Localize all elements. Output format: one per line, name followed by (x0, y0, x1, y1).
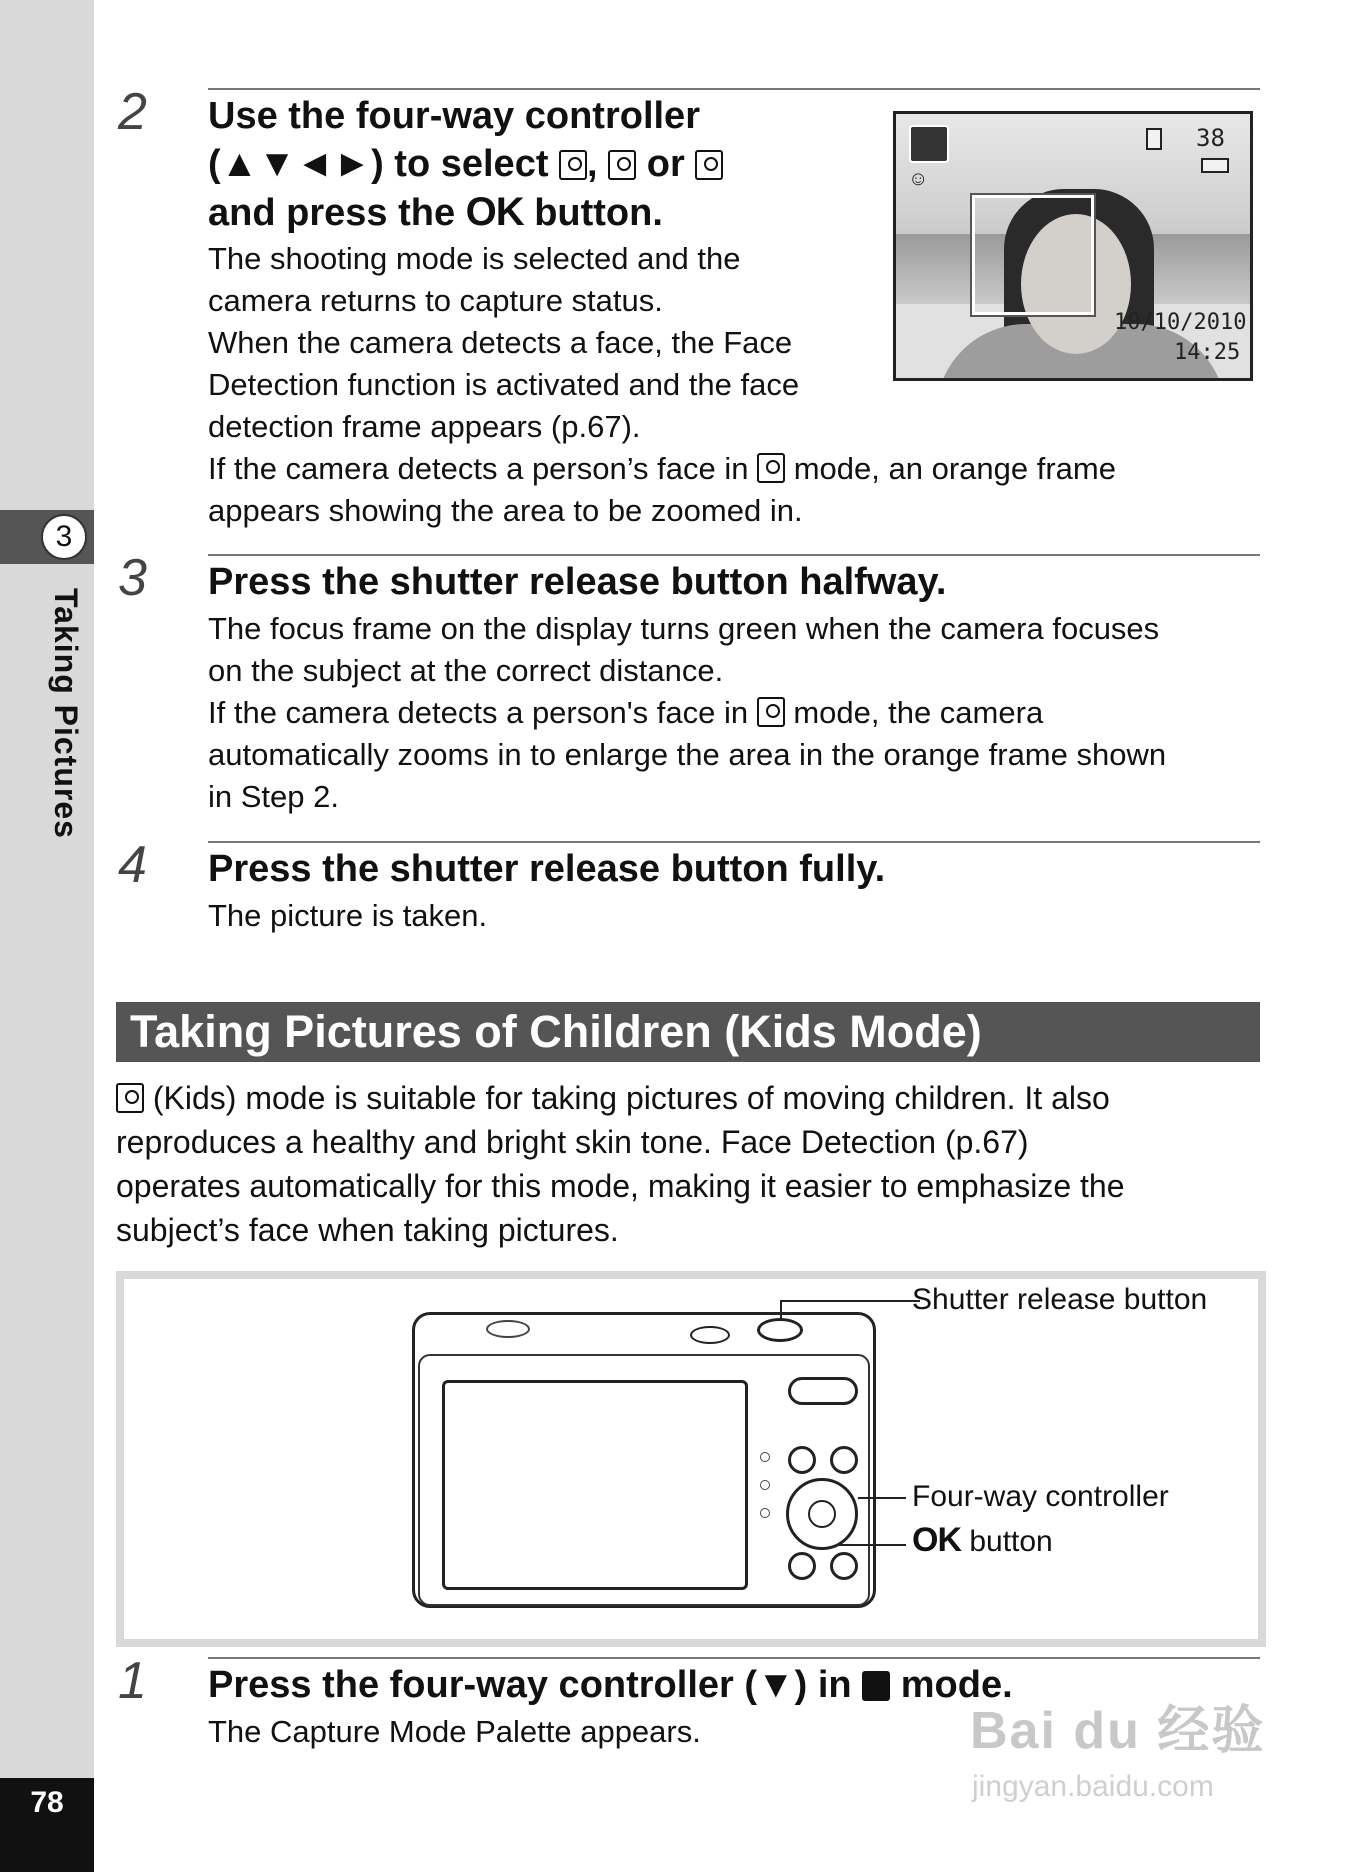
kids-mode-icon (116, 1083, 144, 1113)
step-2-body-line: The shooting mode is selected and the (208, 241, 741, 276)
callout-shutter-release: Shutter release button (912, 1283, 1208, 1316)
section-title: Taking Pictures of Children (Kids Mode) (130, 1006, 982, 1057)
chapter-title: Taking Pictures (48, 588, 84, 839)
heading-text: button. (523, 192, 663, 234)
intro-line: operates automatically for this mode, making it easier to emphasize the (116, 1168, 1125, 1204)
callout-ok-button (912, 1522, 1053, 1560)
heading-text: (▲▼◄►) to select (208, 143, 560, 185)
shooting-mode-icon (909, 125, 949, 163)
face-detection-icon: ☺ (908, 168, 929, 190)
camera-screen (442, 1380, 748, 1590)
body-text: mode, an orange frame (785, 451, 1116, 486)
step-3-body-line (208, 692, 1043, 734)
shutter-leader-line (780, 1300, 782, 1320)
step-3-heading: Press the shutter release button halfway. (208, 561, 947, 603)
section-intro (116, 1076, 1266, 1252)
camera-lcd-preview (893, 111, 1253, 381)
lcd-date: 10/10/2010 (1114, 310, 1247, 335)
step-divider (208, 1657, 1260, 1659)
intro-line (116, 1076, 1266, 1120)
playback-button (788, 1446, 816, 1474)
camera-indicator-led (760, 1480, 770, 1490)
auto-picture-mode-icon (608, 150, 636, 180)
ok-leader-line (836, 1544, 906, 1546)
baidu-watermark-url: jingyan.baidu.com (972, 1770, 1214, 1803)
step-divider (208, 554, 1260, 556)
step-3-body-line: automatically zooms in to enlarge the area in the orange frame shown (208, 737, 1167, 772)
green-button (830, 1446, 858, 1474)
portrait-mode-icon (559, 150, 587, 180)
portrait-mode-icon (757, 453, 785, 483)
step-3-number: 3 (118, 549, 147, 607)
ok-button (808, 1500, 836, 1528)
face-detection-frame (972, 195, 1094, 315)
heading-text: mode. (890, 1664, 1013, 1706)
shutter-release-button (757, 1318, 803, 1342)
step-3-body-line: The focus frame on the display turns green when the camera focuses (208, 611, 1160, 646)
step-2-extra-line-1 (208, 448, 1116, 490)
heading-text: Press the four-way controller (▼) in (208, 1664, 863, 1706)
body-text: If the camera detects a person's face in (208, 695, 757, 730)
camera-indicator-led (760, 1508, 770, 1518)
step-1-heading (208, 1663, 1013, 1707)
step-4-heading: Press the shutter release button fully. (208, 848, 886, 890)
baidu-watermark: Bai du 经验 (970, 1702, 1266, 1760)
ok-symbol: OK (912, 1521, 961, 1559)
step-3-body-line: in Step 2. (208, 779, 339, 814)
heading-text: and press the (208, 192, 466, 234)
power-switch (690, 1326, 730, 1344)
portrait-mode-icon (757, 697, 785, 727)
remaining-shots: 38 (1196, 124, 1225, 152)
step-2-number: 2 (118, 83, 147, 141)
callout-four-way-controller: Four-way controller (912, 1480, 1169, 1513)
step-2-body-line: Detection function is activated and the face (208, 367, 800, 402)
menu-button (788, 1552, 816, 1580)
step-2-body-line: camera returns to capture status. (208, 283, 663, 318)
step-2-extra-line-2: appears showing the area to be zoomed in. (208, 493, 803, 528)
heading-text: , (587, 143, 609, 185)
step-1-number: 1 (118, 1652, 147, 1710)
step-4-body-line: The picture is taken. (208, 898, 488, 933)
body-text: mode, the camera (784, 695, 1044, 730)
face-detection-button (830, 1552, 858, 1580)
page-number: 78 (30, 1786, 64, 1819)
step-2-heading-line-3 (208, 190, 663, 235)
intro-line: reproduces a healthy and bright skin tone. Face Detection (p.67) (116, 1124, 1029, 1160)
step-2-heading-line-1: Use the four-way controller (208, 95, 700, 137)
heading-text: or (636, 143, 696, 185)
zoom-lever (788, 1377, 858, 1405)
natural-skin-tone-icon (695, 150, 723, 180)
body-text: If the camera detects a person’s face in (208, 451, 758, 486)
ok-symbol: OK (465, 190, 524, 234)
chapter-sidebar (0, 0, 94, 1872)
step-3-body-line: on the subject at the correct distance. (208, 653, 724, 688)
battery-icon (1201, 158, 1229, 173)
intro-line: subject’s face when taking pictures. (116, 1212, 619, 1248)
step-2-heading-line-2 (208, 142, 723, 186)
step-4-number: 4 (118, 836, 147, 894)
step-2-body-line: When the camera detects a face, the Face (208, 325, 793, 360)
step-divider (208, 841, 1260, 843)
camera-indicator-led (760, 1452, 770, 1462)
callout-text: button (961, 1525, 1053, 1558)
lcd-time: 14:25 (1174, 340, 1241, 365)
step-1-body-line: The Capture Mode Palette appears. (208, 1714, 701, 1749)
memory-card-icon (1146, 128, 1162, 150)
fourway-leader-line (858, 1497, 906, 1499)
camera-microphone (486, 1320, 530, 1338)
step-2-body-line: detection frame appears (p.67). (208, 409, 641, 444)
intro-text: (Kids) mode is suitable for taking pictures of moving children. It also (144, 1080, 1110, 1116)
shutter-leader-line (780, 1300, 920, 1302)
chapter-number: 3 (41, 514, 87, 560)
step-divider (208, 88, 1260, 90)
camera-icon (862, 1671, 890, 1701)
